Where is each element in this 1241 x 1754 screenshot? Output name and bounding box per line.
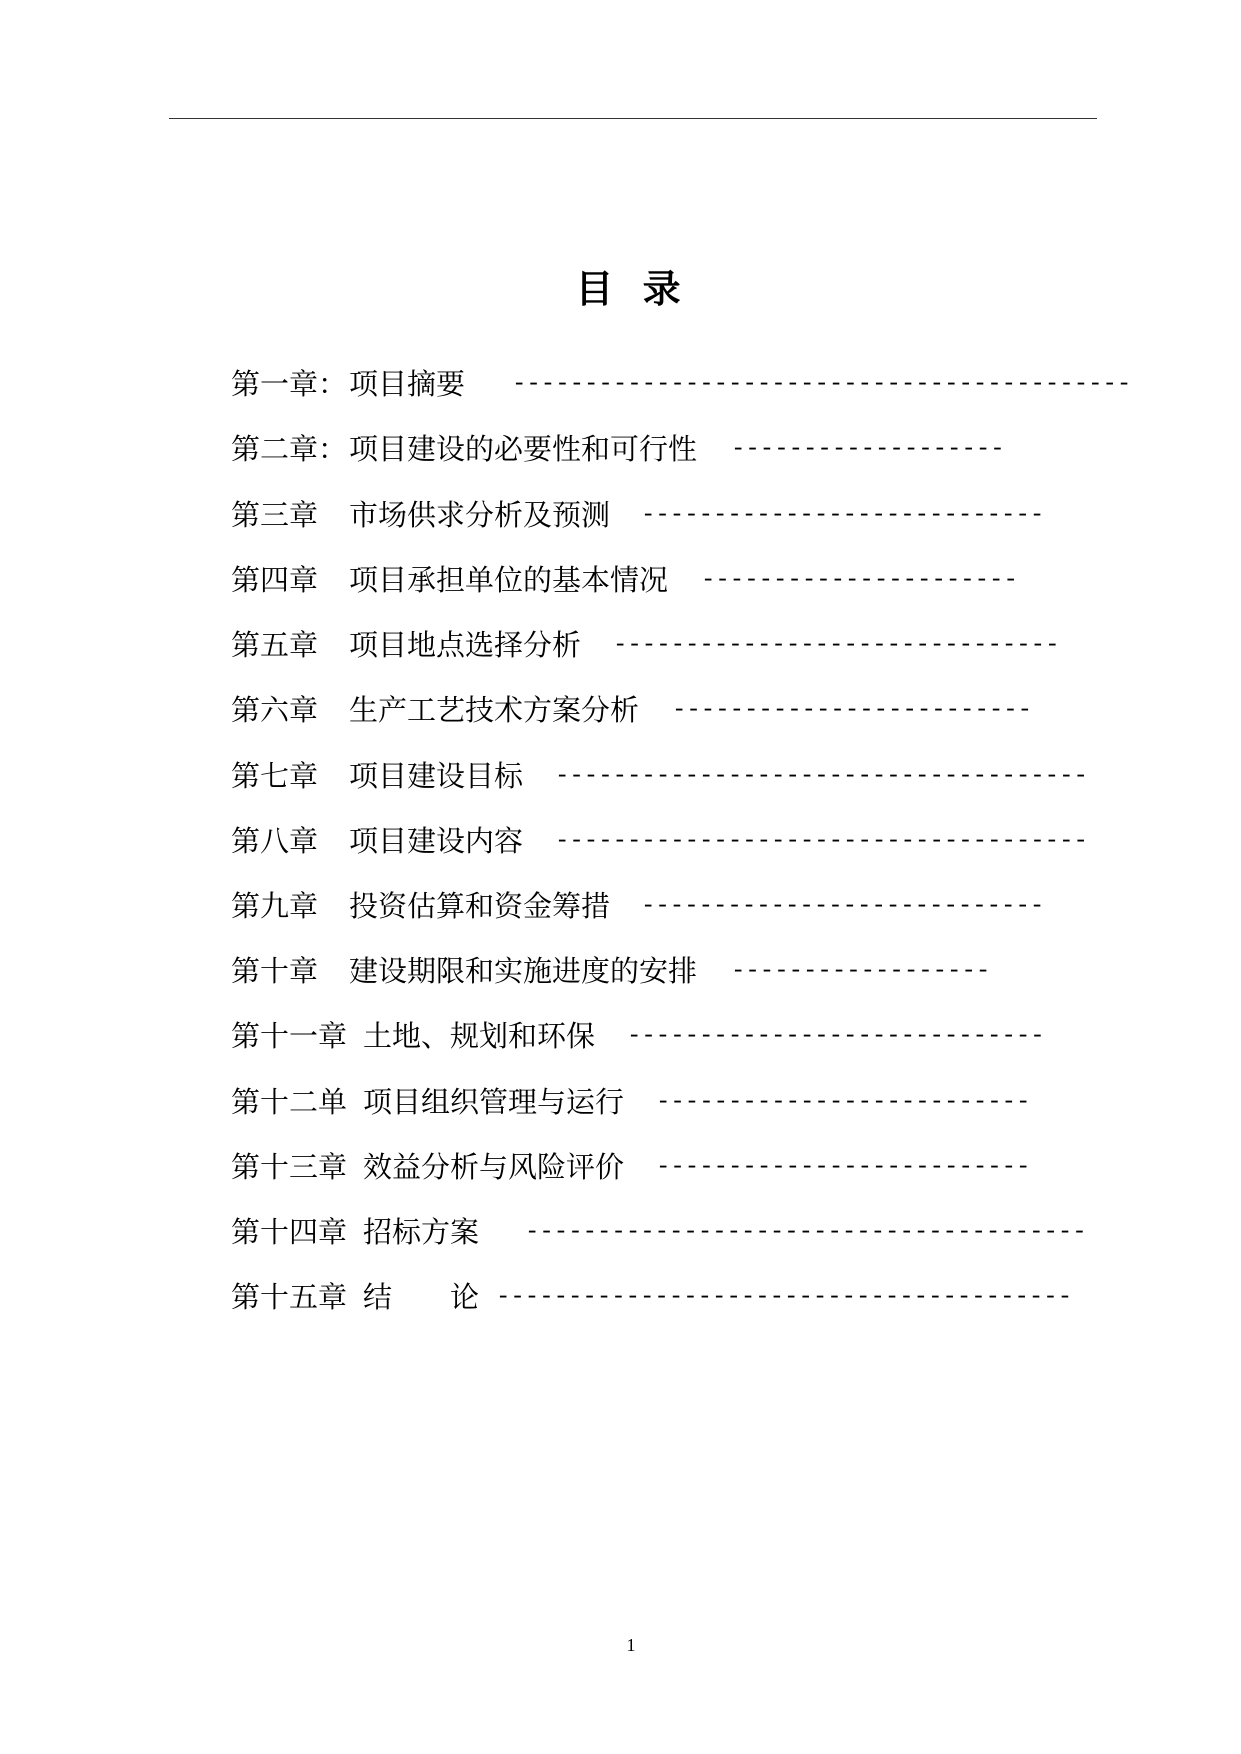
toc-chapter-label: 第七章 (231, 759, 319, 793)
toc-chapter-label: 第十二单 (231, 1085, 348, 1119)
toc-chapter-title: 招标方案 (363, 1215, 480, 1249)
toc-chapter-title: 建设期限和实施进度的安排 (349, 954, 698, 988)
toc-chapter-label: 第三章 (231, 498, 319, 532)
toc-leader: ------------------------------------- (555, 828, 1088, 855)
toc-entry (0, 809, 1241, 874)
toc-entry (0, 1265, 1241, 1330)
toc-leader: ------------------------------------------- (512, 371, 1132, 398)
toc-chapter-label: 第五章 (231, 628, 319, 662)
toc-chapter-title: 项目摘要 (349, 367, 466, 401)
toc-leader: ----------------------------- (627, 1023, 1045, 1050)
toc-chapter-label: 第一章： (231, 367, 348, 401)
toc-chapter-label: 第十五章 (231, 1280, 348, 1314)
toc-entry (0, 417, 1241, 482)
page-number: 1 (626, 1635, 636, 1655)
toc-leader: -------------------------- (656, 1154, 1031, 1181)
toc-leader: ---------------------------------------- (496, 1284, 1073, 1311)
toc-entry (0, 744, 1241, 809)
toc-leader: ------------------------------------- (555, 763, 1088, 790)
toc-leader: --------------------------------------- (525, 1219, 1087, 1246)
toc-chapter-label: 第十一章 (231, 1019, 348, 1053)
toc-chapter-title: 项目建设的必要性和可行性 (349, 432, 698, 466)
toc-leader: ------------------ (731, 958, 991, 985)
toc-entry (0, 483, 1241, 548)
toc-leader: ------------------------------- (613, 632, 1060, 659)
toc-chapter-title: 市场供求分析及预测 (349, 498, 611, 532)
toc-title: 目 录 (575, 267, 689, 311)
toc-chapter-title: 项目建设内容 (349, 824, 524, 858)
toc-leader: ------------------- (731, 436, 1005, 463)
toc-chapter-title: 土地、规划和环保 (363, 1019, 596, 1053)
toc-chapter-title: 生产工艺技术方案分析 (349, 693, 640, 727)
toc-entry (0, 548, 1241, 613)
toc-chapter-label: 第九章 (231, 889, 319, 923)
toc-chapter-label: 第八章 (231, 824, 319, 858)
toc-chapter-label: 第十三章 (231, 1150, 348, 1184)
toc-chapter-title: 结 论 (363, 1280, 480, 1314)
toc-entry (0, 874, 1241, 939)
toc-chapter-title: 投资估算和资金筹措 (349, 889, 611, 923)
toc-chapter-label: 第十章 (231, 954, 319, 988)
toc-chapter-title: 项目建设目标 (349, 759, 524, 793)
toc-chapter-label: 第六章 (231, 693, 319, 727)
toc-leader: ---------------------- (701, 567, 1018, 594)
toc-entry (0, 1200, 1241, 1265)
toc-leader: ---------------------------- (641, 502, 1045, 529)
toc-leader: -------------------------- (656, 1089, 1031, 1116)
toc-chapter-label: 第二章： (231, 432, 348, 466)
toc-entry (0, 1070, 1241, 1135)
toc-entry (0, 352, 1241, 417)
toc-leader: ---------------------------- (641, 893, 1045, 920)
toc-entry (0, 1135, 1241, 1200)
toc-entry (0, 1004, 1241, 1069)
toc-chapter-title: 项目承担单位的基本情况 (349, 563, 669, 597)
toc-chapter-label: 第十四章 (231, 1215, 348, 1249)
toc-leader: ------------------------- (672, 697, 1033, 724)
toc-chapter-title: 效益分析与风险评价 (363, 1150, 625, 1184)
toc-chapter-title: 项目地点选择分析 (349, 628, 582, 662)
toc-entry (0, 613, 1241, 678)
toc-entry (0, 678, 1241, 743)
toc-chapter-label: 第四章 (231, 563, 319, 597)
toc-entry (0, 939, 1241, 1004)
toc-chapter-title: 项目组织管理与运行 (363, 1085, 625, 1119)
